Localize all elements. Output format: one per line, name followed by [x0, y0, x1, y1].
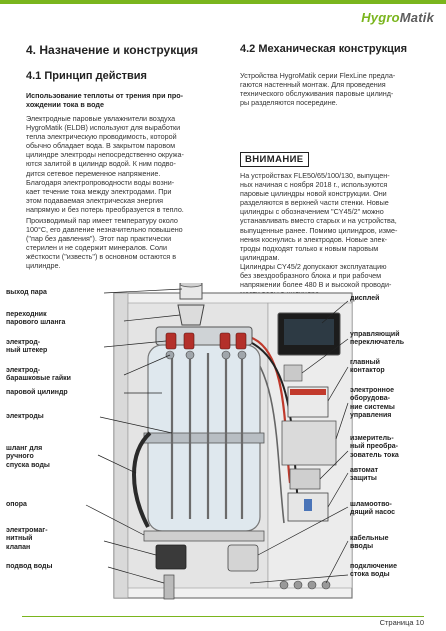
label-water-inlet	[6, 563, 52, 571]
text-line: дится сетевое переменное напряжение.	[26, 168, 161, 178]
label-line: кабельные	[350, 535, 389, 542]
label-steam-cylinder	[6, 389, 68, 397]
page-footer	[22, 616, 424, 626]
label-line: переключатель	[350, 339, 405, 347]
control-electronics	[282, 421, 336, 465]
label-line: ние системы	[350, 403, 395, 411]
paragraph-steam	[26, 216, 222, 271]
label-line: оборудова-	[350, 395, 390, 403]
label-line: паровой цилиндр	[6, 389, 68, 396]
humidifier-illustration	[52, 283, 389, 603]
text-line: цилиндры с обозначением "CY45/2" можно	[240, 207, 384, 217]
label-line: нитный	[6, 535, 33, 543]
text-line: нения коснулись и электродов. Новые элек-	[240, 234, 388, 244]
leader-line	[104, 289, 182, 293]
text-line: 100°C, его давление незначительно повышено	[26, 225, 183, 235]
text-line: троды подходят только к новым паровым	[240, 243, 379, 253]
label-line: измеритель-	[350, 435, 394, 442]
label-wing-nuts	[6, 367, 71, 384]
label-line: выход пара	[6, 289, 47, 296]
label-line: подключение	[350, 563, 397, 570]
text-line: Производимый пар имеет температуру около	[26, 216, 178, 225]
text-line: устанавливать вместо старых и на устройства,	[240, 216, 397, 226]
label-line: парового шланга	[6, 319, 66, 327]
paragraph-mechanical	[240, 71, 426, 107]
label-line: барашковые гайки	[6, 375, 71, 383]
text-line: стерилен и не содержит минералов. Соли	[26, 243, 168, 253]
label-line: электроды	[6, 413, 44, 420]
cylinder-support	[144, 531, 264, 541]
wing-nut	[238, 351, 246, 359]
label-electrode-plug	[6, 339, 47, 356]
electrode-plug	[236, 333, 246, 349]
hygromatik-logo	[361, 10, 434, 25]
wing-nut	[186, 351, 194, 359]
paragraph-cylinders	[240, 171, 426, 262]
label-line: ручного	[6, 453, 34, 461]
text-line: технического обслуживания паровые цилинд-	[240, 89, 394, 99]
label-drain-pump	[350, 501, 395, 518]
header-band	[0, 0, 446, 4]
cable-gland	[308, 581, 316, 589]
label-cable-glands	[350, 535, 388, 552]
text-line: Устройства HygroMatik серии FlexLine предла-	[240, 71, 396, 80]
label-line: управления	[350, 412, 392, 420]
cable-gland	[322, 581, 330, 589]
cable-gland	[280, 581, 288, 589]
label-line: ный преобра-	[350, 443, 398, 451]
current-transformer	[290, 469, 320, 489]
text-line: Электродные паровые увлажнители воздуха	[26, 114, 176, 123]
label-electrodes	[6, 413, 44, 421]
label-current-transformer	[350, 435, 399, 460]
cable-gland	[294, 581, 302, 589]
warning-label: ВНИМАНИЕ	[240, 152, 309, 167]
subsection-title-4-1: 4.1 Принцип действия	[26, 70, 147, 82]
label-support	[6, 501, 27, 509]
label-drain-connection	[350, 563, 397, 580]
text-line: ются залитой в цилиндр водой. К ним подво-	[26, 159, 176, 169]
intro-bold-text	[26, 91, 226, 109]
label-line: электронное	[350, 387, 395, 394]
label-solenoid-valve	[6, 527, 48, 552]
label-line: контактор	[350, 367, 385, 375]
hose-adapter	[178, 305, 204, 325]
text-line: гаются настенный монтаж. Для проведения	[240, 80, 386, 90]
text-line: этом подаваемая электрическая энергия	[26, 195, 164, 205]
text-line: ры разделяются посередине.	[240, 98, 338, 108]
drain-pump-body	[228, 545, 258, 571]
label-circuit-breaker	[350, 467, 378, 484]
label-line: дисплей	[350, 295, 380, 302]
label-display	[350, 295, 379, 303]
text-line: ("пар без давления"). Этот пар практически	[26, 234, 172, 244]
label-line: электрод-	[6, 367, 41, 374]
text-line: Цилиндры CY45/2 допускают эксплуатацию	[240, 262, 387, 271]
section-title: 4. Назначение и конструкция	[26, 43, 198, 57]
text-line: цилиндре электроды непосредственно окружа-	[26, 150, 184, 160]
text-line: напряжении более 480 В и высокой проводи-	[240, 280, 392, 290]
intro-line: Использование теплоты от трения при про-	[26, 91, 184, 100]
text-line: без звездообразного блока и при рабочем	[240, 271, 382, 281]
text-line: На устройствах FLE50/65/100/130, выпущен-	[240, 171, 390, 180]
label-line: вводы	[350, 543, 374, 551]
label-line: ный штекер	[6, 347, 48, 355]
text-line: Благодаря электропроводности воды возни-	[26, 177, 175, 187]
control-switch	[284, 365, 302, 381]
breaker-knob	[304, 499, 312, 511]
text-line: HygroMatik (ELDB) используют для выработки	[26, 123, 181, 133]
intro-line: хождении тока в воде	[26, 100, 104, 110]
text-line: обычно обладает вода. В закрытом паровом	[26, 141, 176, 151]
label-main-contactor	[350, 359, 385, 376]
electrode-plug	[220, 333, 230, 349]
steam-outlet-top	[180, 283, 202, 287]
logo-text-1: Hygro	[361, 10, 400, 25]
text-line: цилиндрам.	[240, 252, 280, 262]
label-line: подвод воды	[6, 563, 53, 570]
label-line: спуска воды	[6, 461, 50, 469]
label-control-switch	[350, 331, 404, 348]
humidifier-figure	[6, 283, 405, 603]
logo-text-2: Matik	[399, 10, 434, 25]
label-line: шламоотво-	[350, 501, 392, 508]
label-hose-adapter	[6, 311, 65, 328]
label-line: электрод-	[6, 339, 41, 346]
text-line: ных начиная с ноября 2018 г., используются	[240, 180, 388, 190]
text-line: паровые цилиндры новой конструкции. Они	[240, 189, 387, 199]
contactor-top	[290, 389, 326, 395]
text-line: разделяются в верхней части стенки. Новые	[240, 198, 389, 208]
label-line: шланг для	[6, 445, 43, 452]
text-line: напрямую и без потерь преобразуется в тепло.	[26, 204, 184, 214]
label-line: электромаг-	[6, 527, 48, 534]
electrode-plug	[184, 333, 194, 349]
label-control-electronics	[350, 387, 395, 421]
cylinder-ring	[144, 433, 264, 443]
paragraph-principle	[26, 114, 222, 214]
label-drain-hose	[6, 445, 50, 470]
display-screen	[284, 319, 334, 345]
page-header	[0, 0, 446, 30]
label-line: переходник	[6, 311, 47, 318]
label-line: управляющий	[350, 331, 400, 338]
electrode-plug	[166, 333, 176, 349]
label-line: опора	[6, 501, 27, 508]
solenoid-valve	[156, 545, 186, 569]
label-line: клапан	[6, 543, 31, 551]
water-inlet	[164, 575, 174, 599]
text-line: жёсткости ("известь") в основном остаются в	[26, 252, 177, 262]
label-line: стока воды	[350, 571, 390, 579]
text-line: тепла электрическую проводимость, которой	[26, 132, 177, 142]
wing-nut	[222, 351, 230, 359]
label-line: главный	[350, 359, 380, 366]
label-line: зователь тока	[350, 451, 399, 459]
subsection-title-4-2: 4.2 Механическая конструкция	[240, 43, 408, 55]
label-line: автомат	[350, 467, 379, 474]
label-steam-outlet	[6, 289, 47, 297]
label-line: защиты	[350, 475, 377, 483]
footer-line	[22, 616, 424, 617]
text-line: выпущенные ранее. Помимо цилиндров, изме-	[240, 225, 398, 235]
housing-left-panel	[114, 293, 128, 598]
label-line: дящий насос	[350, 509, 396, 517]
text-line: кает течение тока между электродами. При	[26, 186, 172, 196]
page-number: Страница 10	[379, 618, 424, 627]
text-line: цилиндре.	[26, 261, 61, 271]
